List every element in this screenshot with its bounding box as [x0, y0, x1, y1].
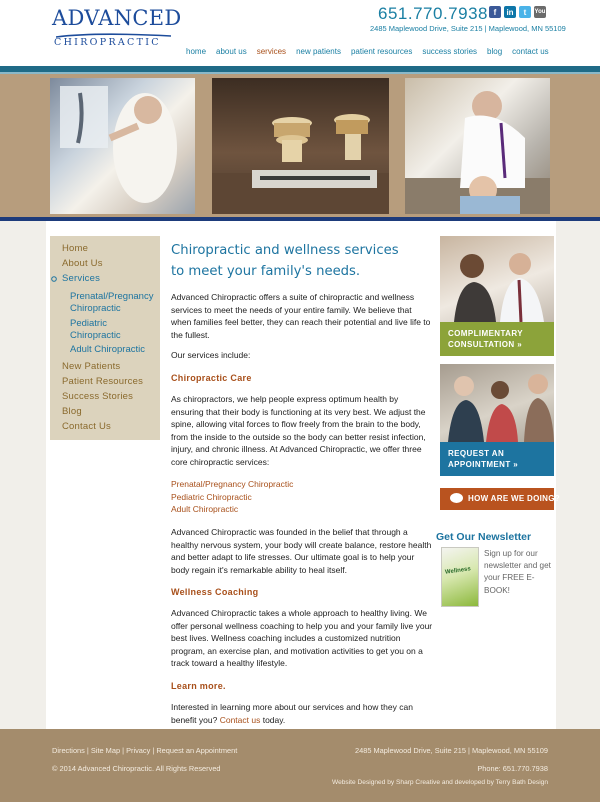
how-are-we-doing-label: HOW ARE WE DOING?	[468, 494, 560, 503]
footer-address: 2485 Maplewood Drive, Suite 215 | Maplewood, MN 55109	[355, 746, 548, 755]
wellness-coaching-paragraph: Advanced Chiropractic takes a whole approach to healthy living. We offer personal wellness coaching to help you and your family live your best lives. Wellness coaching includes a customized nutrition program, an exercise plan, and motivation activities to get you on a track toward a healthy lifestyle.	[171, 608, 433, 668]
header-address: 2485 Maplewood Drive, Suite 215 | Maplewood, MN 55109	[370, 24, 566, 33]
logo-sub-text: CHIROPRACTIC	[54, 37, 161, 48]
learn-more-text: Interested in learning more about our services and how they can benefit you?	[171, 702, 413, 725]
site-footer	[0, 729, 600, 802]
chiropractic-care-heading: Chiropractic Care	[171, 373, 252, 383]
nav-success-stories[interactable]: success stories	[422, 47, 478, 56]
learn-more-tail: today.	[262, 714, 286, 725]
nav-home[interactable]: home	[186, 47, 207, 56]
consultation-label-line2: CONSULTATION »	[448, 340, 523, 349]
twitter-icon[interactable]: t	[519, 6, 531, 18]
appointment-photo	[440, 364, 554, 442]
sidebar-item-success-stories[interactable]: Success Stories	[62, 391, 134, 402]
sidebar-item-about-us[interactable]: About Us	[62, 258, 103, 269]
photo-banner	[0, 74, 600, 220]
footer-phone: Phone: 651.770.7938	[477, 764, 548, 773]
ebook-cover-label: Wellness	[444, 566, 472, 576]
appointment-label-line1: REQUEST AN	[448, 449, 505, 458]
sidebar-item-contact-us[interactable]: Contact Us	[62, 421, 111, 432]
learn-more-heading: Learn more.	[171, 681, 226, 691]
nav-blog[interactable]: blog	[487, 47, 503, 56]
linkedin-icon[interactable]: in	[504, 6, 516, 18]
newsletter-title: Get Our Newsletter	[436, 531, 532, 543]
learn-more-paragraph	[171, 701, 433, 726]
consultation-band	[440, 322, 554, 356]
sidebar-item-home[interactable]: Home	[62, 243, 89, 254]
sidebar-subitem-adult[interactable]: Adult Chiropractic	[70, 344, 145, 355]
main-nav	[186, 47, 549, 56]
social-links	[489, 6, 546, 18]
sidebar-nav	[50, 236, 160, 440]
sidebar-item-new-patients[interactable]: New Patients	[62, 361, 121, 372]
wellness-coaching-heading: Wellness Coaching	[171, 587, 259, 597]
sidebar-item-services[interactable]: Services	[62, 273, 101, 284]
banner-photo-spine-model	[212, 78, 389, 214]
nav-contact-us[interactable]: contact us	[512, 47, 549, 56]
nav-services[interactable]: services	[256, 47, 287, 56]
founded-paragraph: Advanced Chiropractic was founded in the belief that through a healthy nervous system, your body will create balance, restore health and better adapt to life stresses. Our ultimate goal is to help your body regain it's remarkable ability to heal itself.	[171, 527, 432, 575]
site-header	[0, 0, 600, 68]
banner-photo-xray	[50, 78, 195, 214]
footer-copyright: © 2014 Advanced Chiropractic. All Rights Reserved	[52, 764, 221, 773]
sidebar-item-blog[interactable]: Blog	[62, 406, 82, 417]
link-pediatric[interactable]: Pediatric Chiropractic	[171, 492, 252, 502]
ebook-cover-image[interactable]	[441, 547, 479, 607]
link-prenatal[interactable]: Prenatal/Pregnancy Chiropractic	[171, 479, 294, 489]
intro-paragraph: Advanced Chiropractic offers a suite of chiropractic and wellness services to meet the needs of your entire family. We believe that when families feel better, they can reach their potential and live life to the fullest.	[171, 292, 431, 340]
logo[interactable]	[52, 6, 182, 48]
sidebar-subitem-prenatal[interactable]: Prenatal/Pregnancy Chiropractic	[70, 291, 154, 314]
nav-about-us[interactable]: about us	[216, 47, 247, 56]
active-bullet-icon	[50, 275, 58, 283]
appointment-card[interactable]	[440, 364, 554, 476]
sidebar-item-patient-resources[interactable]: Patient Resources	[62, 376, 144, 387]
logo-main-text: ADVANCED	[52, 6, 182, 30]
footer-links[interactable]: Directions | Site Map | Privacy | Request an Appointment	[52, 746, 238, 755]
nav-patient-resources[interactable]: patient resources	[350, 47, 413, 56]
newsletter-signup-text[interactable]: Sign up for our newsletter and get your FREE E-BOOK!	[484, 549, 551, 595]
link-adult[interactable]: Adult Chiropractic	[171, 504, 239, 514]
header-phone[interactable]: 651.770.7938	[378, 4, 488, 23]
footer-credits[interactable]: Website Designed by Sharp Creative and developed by Terry Bath Design	[331, 779, 548, 786]
page-title-line2: to meet your family's needs.	[171, 264, 361, 279]
nav-new-patients[interactable]: new patients	[296, 47, 341, 56]
how-are-we-doing-button[interactable]	[440, 488, 560, 510]
appointment-label-line2: APPOINTMENT »	[448, 460, 519, 469]
sidebar-subitem-pediatric[interactable]: Pediatric Chiropractic	[70, 318, 121, 341]
speech-bubble-icon	[450, 493, 463, 503]
consultation-card[interactable]	[440, 236, 554, 356]
facebook-icon[interactable]: f	[489, 6, 501, 18]
consultation-label-line1: COMPLIMENTARY	[448, 329, 523, 338]
banner-photo-child-adjustment	[405, 78, 550, 214]
services-include-text: Our services include:	[171, 350, 251, 360]
consultation-photo	[440, 236, 554, 322]
appointment-band	[440, 442, 554, 476]
page-title-line1: Chiropractic and wellness services	[171, 243, 399, 258]
youtube-icon[interactable]: You	[534, 6, 546, 18]
chiropractic-care-paragraph: As chiropractors, we help people express optimum health by ensuring that their body is functioning at its very best. We adjust the spine, allowing vital forces to flow freely from the brain to the body, from the inside to the outside so the body can better resist infection, injury, and chronic illness. At Advanced Chiropractic, we offer three core chiropractic services:	[171, 394, 426, 467]
contact-us-link[interactable]: Contact us	[219, 714, 261, 725]
